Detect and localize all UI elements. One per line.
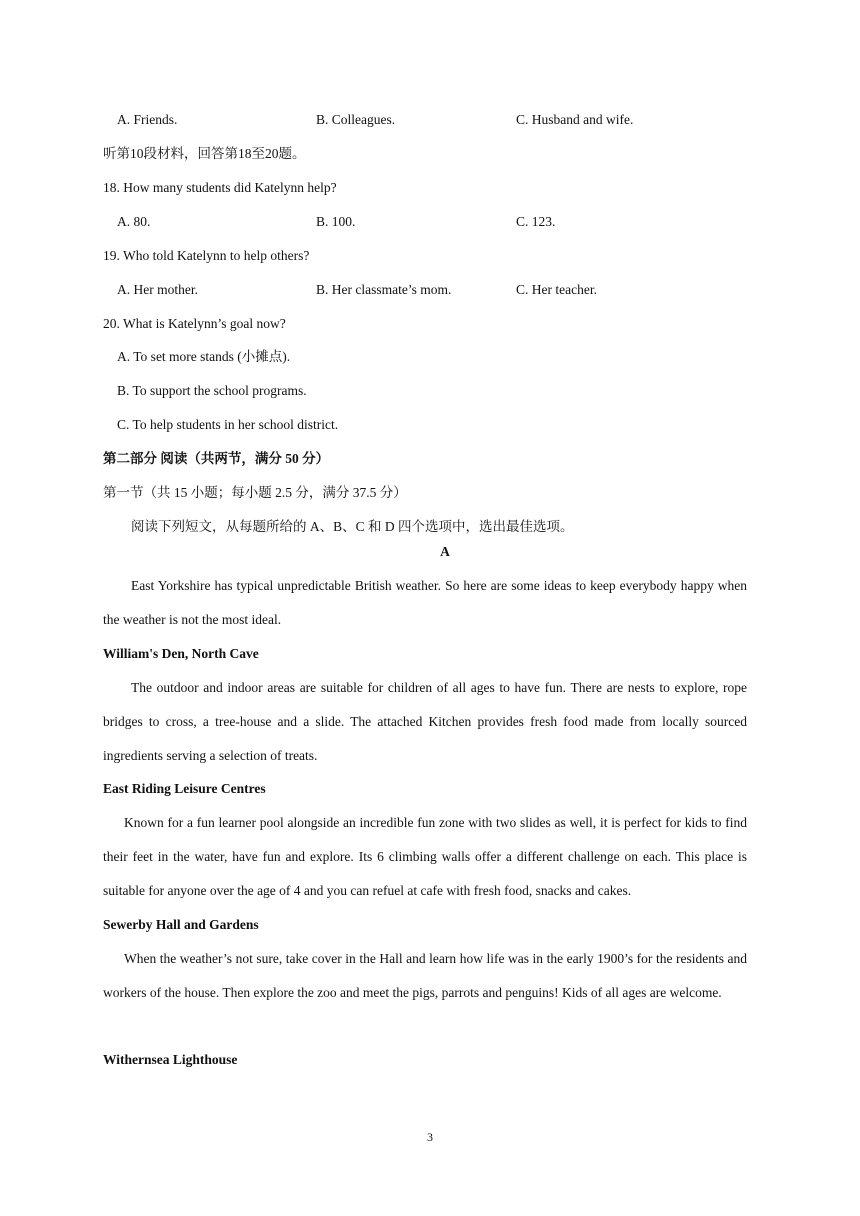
q19-option-a: A. Her mother.	[117, 282, 198, 297]
place-heading-williams-den: William's Den, North Cave	[103, 646, 259, 661]
place-heading-east-riding: East Riding Leisure Centres	[103, 781, 266, 796]
q18-option-b: B. 100.	[316, 214, 356, 229]
q19-option-c: C. Her teacher.	[516, 282, 597, 297]
intro-paragraph: East Yorkshire has typical unpredictable British weather. So here are some ideas to keep everybody happy when the weather is not the most ideal.	[103, 578, 747, 627]
place-text-east-riding: Known for a fun learner pool alongside an incredible fun zone with two slides as well, it is perfect for kids to find their feet in the water, have fun and explore. Its 6 climbing walls offer a different challenge on each. This place is suitable for anyone over the age of 4 and you can refuel at cafe with fresh food, snacks and cakes.	[103, 815, 747, 898]
q17-option-b: B. Colleagues.	[316, 112, 396, 127]
page-number: 3	[427, 1130, 433, 1144]
q20-option-c: C. To help students in her school district.	[117, 417, 339, 432]
place-heading-sewerby-hall: Sewerby Hall and Gardens	[103, 917, 259, 932]
q19-question: 19. Who told Katelynn to help others?	[103, 248, 310, 263]
q20-option-b: B. To support the school programs.	[117, 383, 307, 398]
q19-options	[117, 280, 747, 300]
q20-option-a: A. To set more stands (小摊点).	[117, 349, 291, 364]
q18-option-a: A. 80.	[117, 214, 151, 229]
q18-option-c: C. 123.	[516, 214, 556, 229]
q20-question: 20. What is Katelynn’s goal now?	[103, 316, 286, 331]
q17-options	[117, 110, 747, 130]
place-text-williams-den: The outdoor and indoor areas are suitable for children of all ages to have fun. There are nests to explore, rope bridges to cross, a tree-house and a slide. The attached Kitchen provides fresh food made from locally sourced ingredients serving a selection of treats.	[103, 680, 747, 763]
q18-question: 18. How many students did Katelynn help?	[103, 180, 337, 195]
place-text-sewerby-hall: When the weather’s not sure, take cover in the Hall and learn how life was in the early 1900’s for the residents and workers of the house. Then explore the zoo and meet the pigs, parrots and penguins! Kids of all ages are welcome.	[103, 951, 747, 1000]
reading-instructions: 阅读下列短文，从每题所给的 A、B、C 和 D 四个选项中，选出最佳选项。	[131, 519, 574, 534]
q19-option-b: B. Her classmate’s mom.	[316, 282, 452, 297]
q17-option-a: A. Friends.	[117, 112, 178, 127]
q18-options	[117, 212, 747, 232]
section1-heading: 第一节（共 15 小题；每小题 2.5 分，满分 37.5 分）	[103, 485, 407, 500]
part2-heading: 第二部分 阅读（共两节，满分 50 分）	[103, 451, 330, 466]
place-heading-withernsea: Withernsea Lighthouse	[103, 1052, 238, 1067]
passage-label: A	[440, 544, 450, 559]
q17-option-c: C. Husband and wife.	[516, 112, 634, 127]
section10-intro: 听第10段材料，回答第18至20题。	[103, 146, 306, 161]
